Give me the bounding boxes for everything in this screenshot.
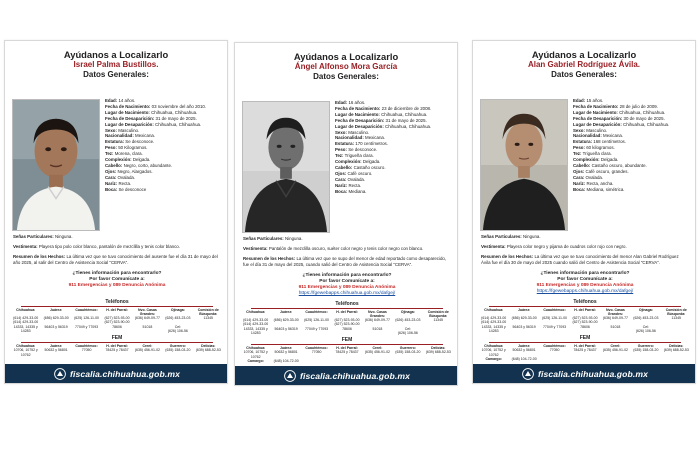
person-name: Israel Palma Bustillos. (73, 60, 159, 69)
phone-ext: 77049 y 77093 (304, 326, 329, 331)
fem-header: Delicias: (431, 345, 446, 350)
poster-title: Ayúdanos a Localizarlo (63, 49, 169, 60)
phone-ext: Cel: (626) 106-56 (635, 324, 656, 334)
footer-url[interactable]: fiscalia.chihuahua.gob.mx (300, 370, 410, 381)
phone-directory (479, 299, 691, 361)
phone-ext: 77049 y 77093 (542, 324, 567, 329)
phone-header: Cuauhtémoc: (75, 307, 98, 312)
senas-particulares: Señas Particulares: Ninguna. (13, 234, 73, 239)
phone-header: H. del Parral: (106, 307, 128, 312)
fem-title: FEM (579, 335, 591, 342)
field-sexo: Sexo: Masculino. (335, 129, 370, 135)
phone-value: (636) 649-09-77 (602, 316, 628, 321)
fem-value: (639) 688-52-53 (425, 350, 451, 355)
senas-particulares: Señas Particulares: Ninguna. (481, 234, 541, 239)
fem-header: Guerrero: (169, 343, 186, 348)
fem-grid (11, 344, 223, 357)
person-name: Alan Gabriel Rodríguez Ávila. (527, 60, 641, 69)
phone-header: H. del Parral: (336, 309, 358, 314)
fem-header: Cuauhtémoc: (543, 343, 566, 348)
phone-ext: 78606 (342, 326, 352, 331)
fem-value: 78425 y 78437 (573, 348, 597, 353)
fem-grid (241, 346, 453, 363)
phone-header: Ojinaga: (400, 309, 415, 314)
phone-header: Comisión de Búsqueda: (427, 309, 449, 318)
phone-ext: 51018 (610, 324, 621, 329)
contact-question: ¿Tienes información para encontrarlo? (540, 271, 630, 276)
field-lugar-nacimiento: Lugar de Nacimiento: Chihuahua, Chihuahua. (335, 111, 428, 117)
phone-value: (656) 629-33-00 (511, 316, 537, 321)
phone-value: 11345 (203, 316, 214, 321)
phone-value: (614) 429-33-00 (614) 429-33-00 (243, 318, 269, 327)
fem-value: 50632 y 56801 (512, 348, 536, 353)
field-tez: Tez: Trigueña clara. (573, 151, 612, 157)
fiscalia-emblem-icon (54, 368, 66, 380)
phone-ext (424, 327, 453, 336)
field-fecha-nacimiento: Fecha de Nacimiento: 03 noviembre del año 2010. (105, 103, 207, 109)
section-heading: Datos Generales: (551, 70, 617, 79)
field-cabello: Cabello: Negro, corto, abundante. (105, 162, 173, 168)
field-boca: Boca: Mediana, simétrica. (573, 186, 625, 192)
field-lugar-desaparicion: Lugar de Desaparición: Chihuahua, Chihuahua. (335, 123, 432, 129)
contact-block (473, 271, 696, 295)
field-cabello: Cabello: Castaño oscuro. (335, 164, 386, 170)
phone-header: Juárez: (50, 307, 63, 312)
phone-header: Comisión de Búsqueda: (665, 307, 687, 316)
field-nariz: Nariz: Recta. (335, 182, 362, 188)
fem-header: Camargo: (485, 356, 502, 361)
fem-header: Chihuahua: (16, 343, 36, 348)
field-tez: Tez: Morena, clara. (105, 151, 143, 157)
field-ojos: Ojos: Café oscuro, grandes. (573, 168, 629, 174)
footer-url[interactable]: fiscalia.chihuahua.gob.mx (538, 368, 648, 379)
phone-value: (627) 523-93-00 (627) 523-90-00 (334, 318, 360, 327)
field-fecha-nacimiento: Fecha de Nacimiento: 23 de diciembre de 2008. (335, 105, 432, 111)
fem-value: (648) 104-72-00 (511, 356, 537, 361)
phone-ext: 78606 (112, 324, 122, 329)
phone-directory (11, 299, 223, 357)
field-nacionalidad: Nacionalidad: Mexicana. (573, 133, 624, 139)
fem-header: Guerrero: (399, 345, 416, 350)
footer-url[interactable]: fiscalia.chihuahua.gob.mx (70, 368, 180, 379)
contact-link[interactable]: https://fgewebapps.chihuahua.gob.mx/dafgej/ (298, 291, 396, 296)
person-photo (242, 101, 330, 233)
phone-value: (614) 429-33-00 (614) 429-33-00 (13, 316, 39, 325)
poster-footer (473, 364, 696, 383)
fiscalia-emblem-icon (284, 370, 296, 382)
vestimenta: Vestimenta: Pantalón de mezclilla oscuro, suéter color negro y tenis color negro con blanco. (243, 246, 424, 251)
phone-header: Nvo. Casas Grandes: (367, 309, 387, 318)
poster-footer (5, 364, 228, 383)
phone-ext: Cel: (626) 106-56 (167, 324, 188, 334)
phones-title: Teléfonos (335, 301, 359, 307)
fem-grid (479, 344, 691, 361)
fem-value: (639) 688-52-53 (195, 348, 221, 353)
phone-header: Cuauhtémoc: (305, 309, 328, 314)
divider (251, 344, 443, 345)
phones-grid (479, 308, 691, 334)
phone-value: (626) 453-23-03 (165, 316, 191, 321)
fem-value: 10706, 10752 y 10762 (13, 348, 38, 357)
missing-poster-2 (234, 42, 458, 386)
field-cara: Cara: Ovalada. (335, 176, 366, 182)
contact-call: Por favor Comunícate a: (89, 277, 145, 282)
photo-placeholder-icon (481, 100, 567, 230)
field-fecha-desaparicion: Fecha de Desaparición: 30 de mayo de 2025. (573, 115, 665, 121)
field-lugar-desaparicion: Lugar de Desaparición: Chihuahua, Chihuahua. (105, 121, 202, 127)
field-complexion: Complexión: Delgada. (335, 159, 381, 165)
phone-value: (656) 629-33-00 (273, 318, 299, 323)
fem-value: (635) 158-03-20 (633, 348, 659, 353)
phone-value: (636) 649-09-77 (134, 316, 160, 321)
fem-header: Guerrero: (637, 343, 654, 348)
field-estatura: Estatura: Se desconoce. (105, 139, 155, 145)
field-cabello: Cabello: Castaño oscuro, abundante. (573, 162, 647, 168)
field-peso: Peso: 60 kilogramos. (573, 145, 615, 151)
divider (251, 308, 443, 309)
phone-header: Nvo. Casas Grandes: (605, 307, 625, 316)
poster-header (5, 41, 227, 80)
photo-placeholder-icon (243, 102, 329, 232)
phone-ext: 56403 y 56319 (44, 324, 68, 329)
phone-header: H. del Parral: (574, 307, 596, 312)
phone-value: (656) 629-33-00 (43, 316, 69, 321)
emergency-numbers: 911 Emergencias y 089 Denuncia Anónima (536, 283, 634, 288)
person-photo (12, 99, 100, 231)
contact-call: Por favor Comunícate a: (319, 279, 375, 284)
poster-header (235, 43, 457, 82)
fem-header: Delicias: (669, 343, 684, 348)
phone-header: Chihuahua: (16, 307, 36, 312)
general-data (105, 98, 223, 193)
field-fecha-nacimiento: Fecha de Nacimiento: 28 de julio de 2009. (573, 103, 658, 109)
phone-value: (627) 523-93-00 (627) 523-90-00 (104, 316, 130, 325)
fem-header: Cuauhtémoc: (305, 345, 328, 350)
resumen-hechos: Resumen de los Hechos: La última vez que se tuvo conocimiento del ausente fue el día 31 de mayo del año 2025, al salir del Centro de Asistencia Social "CERVA". (13, 254, 218, 265)
divider (489, 306, 681, 307)
fem-header: H. del Parral: (336, 345, 358, 350)
fem-value: (648) 104-72-00 (273, 358, 299, 363)
phones-title: Teléfonos (573, 299, 597, 305)
field-estatura: Estatura: 170 centímetros. (335, 141, 388, 147)
field-sexo: Sexo: Masculino. (573, 127, 608, 133)
fem-value: 77050 (81, 348, 92, 353)
section-heading: Datos Generales: (313, 72, 379, 81)
phone-ext: 14333, 14335 y 14283 (13, 324, 38, 334)
field-nariz: Nariz: Recta, ancha. (573, 180, 614, 186)
phones-grid (11, 308, 223, 334)
field-ojos: Ojos: Negro, Alargados. (105, 168, 153, 174)
fem-header: Creel: (142, 343, 153, 348)
phone-value: (626) 453-23-03 (633, 316, 659, 321)
phone-header: Juárez: (280, 309, 293, 314)
poster-title: Ayúdanos a Localizarlo (531, 49, 637, 60)
field-nacionalidad: Nacionalidad: Mexicana. (105, 133, 156, 139)
phone-ext: 78606 (580, 324, 590, 329)
vestimenta: Vestimenta: Playera color negro y pijama de cuadros color rojo con negro. (481, 244, 627, 249)
fem-title: FEM (341, 337, 353, 344)
field-edad: Edad: 15 años. (573, 98, 604, 103)
fem-value: (635) 158-03-20 (395, 350, 421, 355)
general-data (573, 98, 691, 193)
phone-header: Chihuahua: (246, 309, 266, 314)
field-edad: Edad: 14 años. (105, 98, 136, 103)
field-peso: Peso: 50 Kilogramos. (105, 145, 148, 151)
fem-value: 78425 y 78437 (105, 348, 129, 353)
phone-ext: 77049 y 77093 (74, 324, 99, 329)
field-sexo: Sexo: Masculino. (105, 127, 140, 133)
fem-value: 77050 (549, 348, 560, 353)
phone-value: (625) 126-11-00 (304, 318, 329, 323)
fem-value: (639) 688-52-53 (663, 348, 689, 353)
fem-header: H. del Parral: (574, 343, 596, 348)
emergency-numbers: 911 Emergencias y 089 Denuncia Anónima (68, 283, 166, 288)
emergency-numbers: 911 Emergencias y 089 Denuncia Anónima (298, 285, 396, 290)
person-photo (480, 99, 568, 231)
contact-question: ¿Tienes información para encontrarlo? (302, 273, 392, 278)
phone-ext: 14333, 14335 y 14283 (481, 324, 506, 334)
field-estatura: Estatura: 168 centímetros. (573, 139, 626, 145)
field-boca: Boca: Se desconoce (105, 186, 147, 192)
resumen-hechos: Resumen de los Hechos: La última vez que se supo del menor de edad reportado como desaparecido, fue el día 31 de mayo del 2025, cuando salió del Centro de Asistencia Social "CERVA". (243, 256, 447, 267)
fem-value: (635) 456-91-02 (364, 350, 390, 355)
fem-header: H. del Parral: (106, 343, 128, 348)
divider (489, 342, 681, 343)
fem-header: Juárez: (50, 343, 63, 348)
phone-ext: 56403 y 56319 (512, 324, 536, 329)
general-data (335, 100, 453, 195)
fem-value: 10706, 10752 y 10762 (243, 350, 268, 359)
phone-ext (662, 325, 691, 334)
poster-title: Ayúdanos a Localizarlo (293, 51, 399, 62)
field-complexion: Complexión: Delgada. (105, 157, 151, 163)
phone-ext: 56403 y 56319 (274, 326, 298, 331)
fem-header: Juárez: (280, 345, 293, 350)
phone-value: (625) 126-11-00 (74, 316, 99, 321)
contact-block (235, 273, 458, 297)
phone-value: (636) 649-09-77 (364, 318, 390, 323)
person-name: Ángel Alfonso Mora García (294, 62, 398, 71)
fem-value: (635) 456-91-02 (602, 348, 628, 353)
photo-placeholder-icon (13, 100, 99, 230)
fem-header: Chihuahua: (246, 345, 266, 350)
phone-directory (241, 301, 453, 363)
field-tez: Tez: Trigueña clara. (335, 153, 374, 159)
phone-ext: 51018 (142, 324, 153, 329)
fem-value: 77050 (311, 350, 322, 355)
fem-header: Creel: (610, 343, 621, 348)
fem-value: 50632 y 56801 (274, 350, 298, 355)
fem-header: Juárez: (518, 343, 531, 348)
field-cara: Cara: Ovalada. (573, 174, 604, 180)
phone-ext (194, 325, 223, 334)
fem-title: FEM (111, 335, 123, 342)
field-nariz: Nariz: Recta. (105, 180, 132, 186)
fem-value: 50632 y 56801 (44, 348, 68, 353)
poster-header (473, 41, 695, 80)
missing-poster-1 (4, 40, 228, 384)
phone-value: (626) 453-23-03 (395, 318, 421, 323)
phones-grid (241, 310, 453, 336)
phone-value: 11345 (433, 318, 444, 323)
divider (21, 342, 213, 343)
field-boca: Boca: Mediana. (335, 188, 367, 194)
field-peso: Peso: Se desconoce. (335, 147, 378, 153)
section-heading: Datos Generales: (83, 70, 149, 79)
field-fecha-desaparicion: Fecha de Desaparición: 31 de mayo de 2025. (105, 115, 197, 121)
field-lugar-desaparicion: Lugar de Desaparición: Chihuahua, Chihuahua. (573, 121, 670, 127)
field-edad: Edad: 16 años. (335, 100, 366, 105)
phone-header: Cuauhtémoc: (543, 307, 566, 312)
field-lugar-nacimiento: Lugar de Nacimiento: Chihuahua, Chihuahua. (573, 109, 666, 115)
contact-question: ¿Tienes información para encontrarlo? (72, 271, 162, 276)
phone-ext: 14333, 14335 y 14283 (243, 326, 268, 336)
phone-value: 11345 (671, 316, 682, 321)
contact-call: Por favor Comunícate a: (557, 277, 613, 282)
phones-title: Teléfonos (105, 299, 129, 305)
resumen-hechos: Resumen de los Hechos: La última vez que se tuvo conocimiento del menor Alan Gabriel Rodríguez Ávila fue el día 30 de mayo del 2025 cuando salió del Centro de Asistencia Social "CERVA". (481, 254, 679, 265)
phone-header: Comisión de Búsqueda: (197, 307, 219, 316)
phone-header: Ojinaga: (170, 307, 185, 312)
fem-value: 78425 y 78437 (335, 350, 359, 355)
phone-header: Nvo. Casas Grandes: (137, 307, 157, 316)
fem-header: Creel: (372, 345, 383, 350)
field-cara: Cara: Ovalada. (105, 174, 136, 180)
field-complexion: Complexión: Delgada. (573, 157, 619, 163)
contact-link[interactable]: https://fgewebapps.chihuahua.gob.mx/dafgej/ (536, 289, 634, 294)
phone-ext: 51018 (372, 326, 383, 331)
senas-particulares: Señas Particulares: Ninguna. (243, 236, 303, 241)
fem-value: (635) 158-03-20 (165, 348, 191, 353)
fiscalia-emblem-icon (522, 368, 534, 380)
fem-header: Chihuahua: (484, 343, 504, 348)
field-fecha-desaparicion: Fecha de Desaparición: 31 de mayo de 2025. (335, 117, 427, 123)
field-ojos: Ojos: Café oscuro. (335, 170, 373, 176)
missing-poster-3 (472, 40, 696, 384)
field-lugar-nacimiento: Lugar de Nacimiento: Chihuahua, Chihuahua. (105, 109, 198, 115)
phone-header: Chihuahua: (484, 307, 504, 312)
divider (21, 306, 213, 307)
phone-ext: Cel: (626) 106-56 (397, 326, 418, 336)
phone-value: (614) 429-33-00 (614) 429-33-00 (481, 316, 507, 325)
fem-header: Camargo: (247, 358, 264, 363)
phone-header: Ojinaga: (638, 307, 653, 312)
fem-header: Cuauhtémoc: (75, 343, 98, 348)
poster-footer (235, 366, 458, 385)
fem-value: 10706, 10752 y 10762 (481, 348, 506, 357)
phone-value: (625) 126-11-00 (542, 316, 567, 321)
field-nacionalidad: Nacionalidad: Mexicana. (335, 135, 386, 141)
contact-block (5, 271, 228, 289)
fem-value: (635) 456-91-02 (134, 348, 160, 353)
vestimenta: Vestimenta: Playera tipo polo color blanco, pantalón de mezclilla y tenis color blanco. (13, 244, 180, 249)
phone-value: (627) 523-93-00 (627) 523-90-00 (572, 316, 598, 325)
fem-header: Delicias: (201, 343, 216, 348)
phone-header: Juárez: (518, 307, 531, 312)
